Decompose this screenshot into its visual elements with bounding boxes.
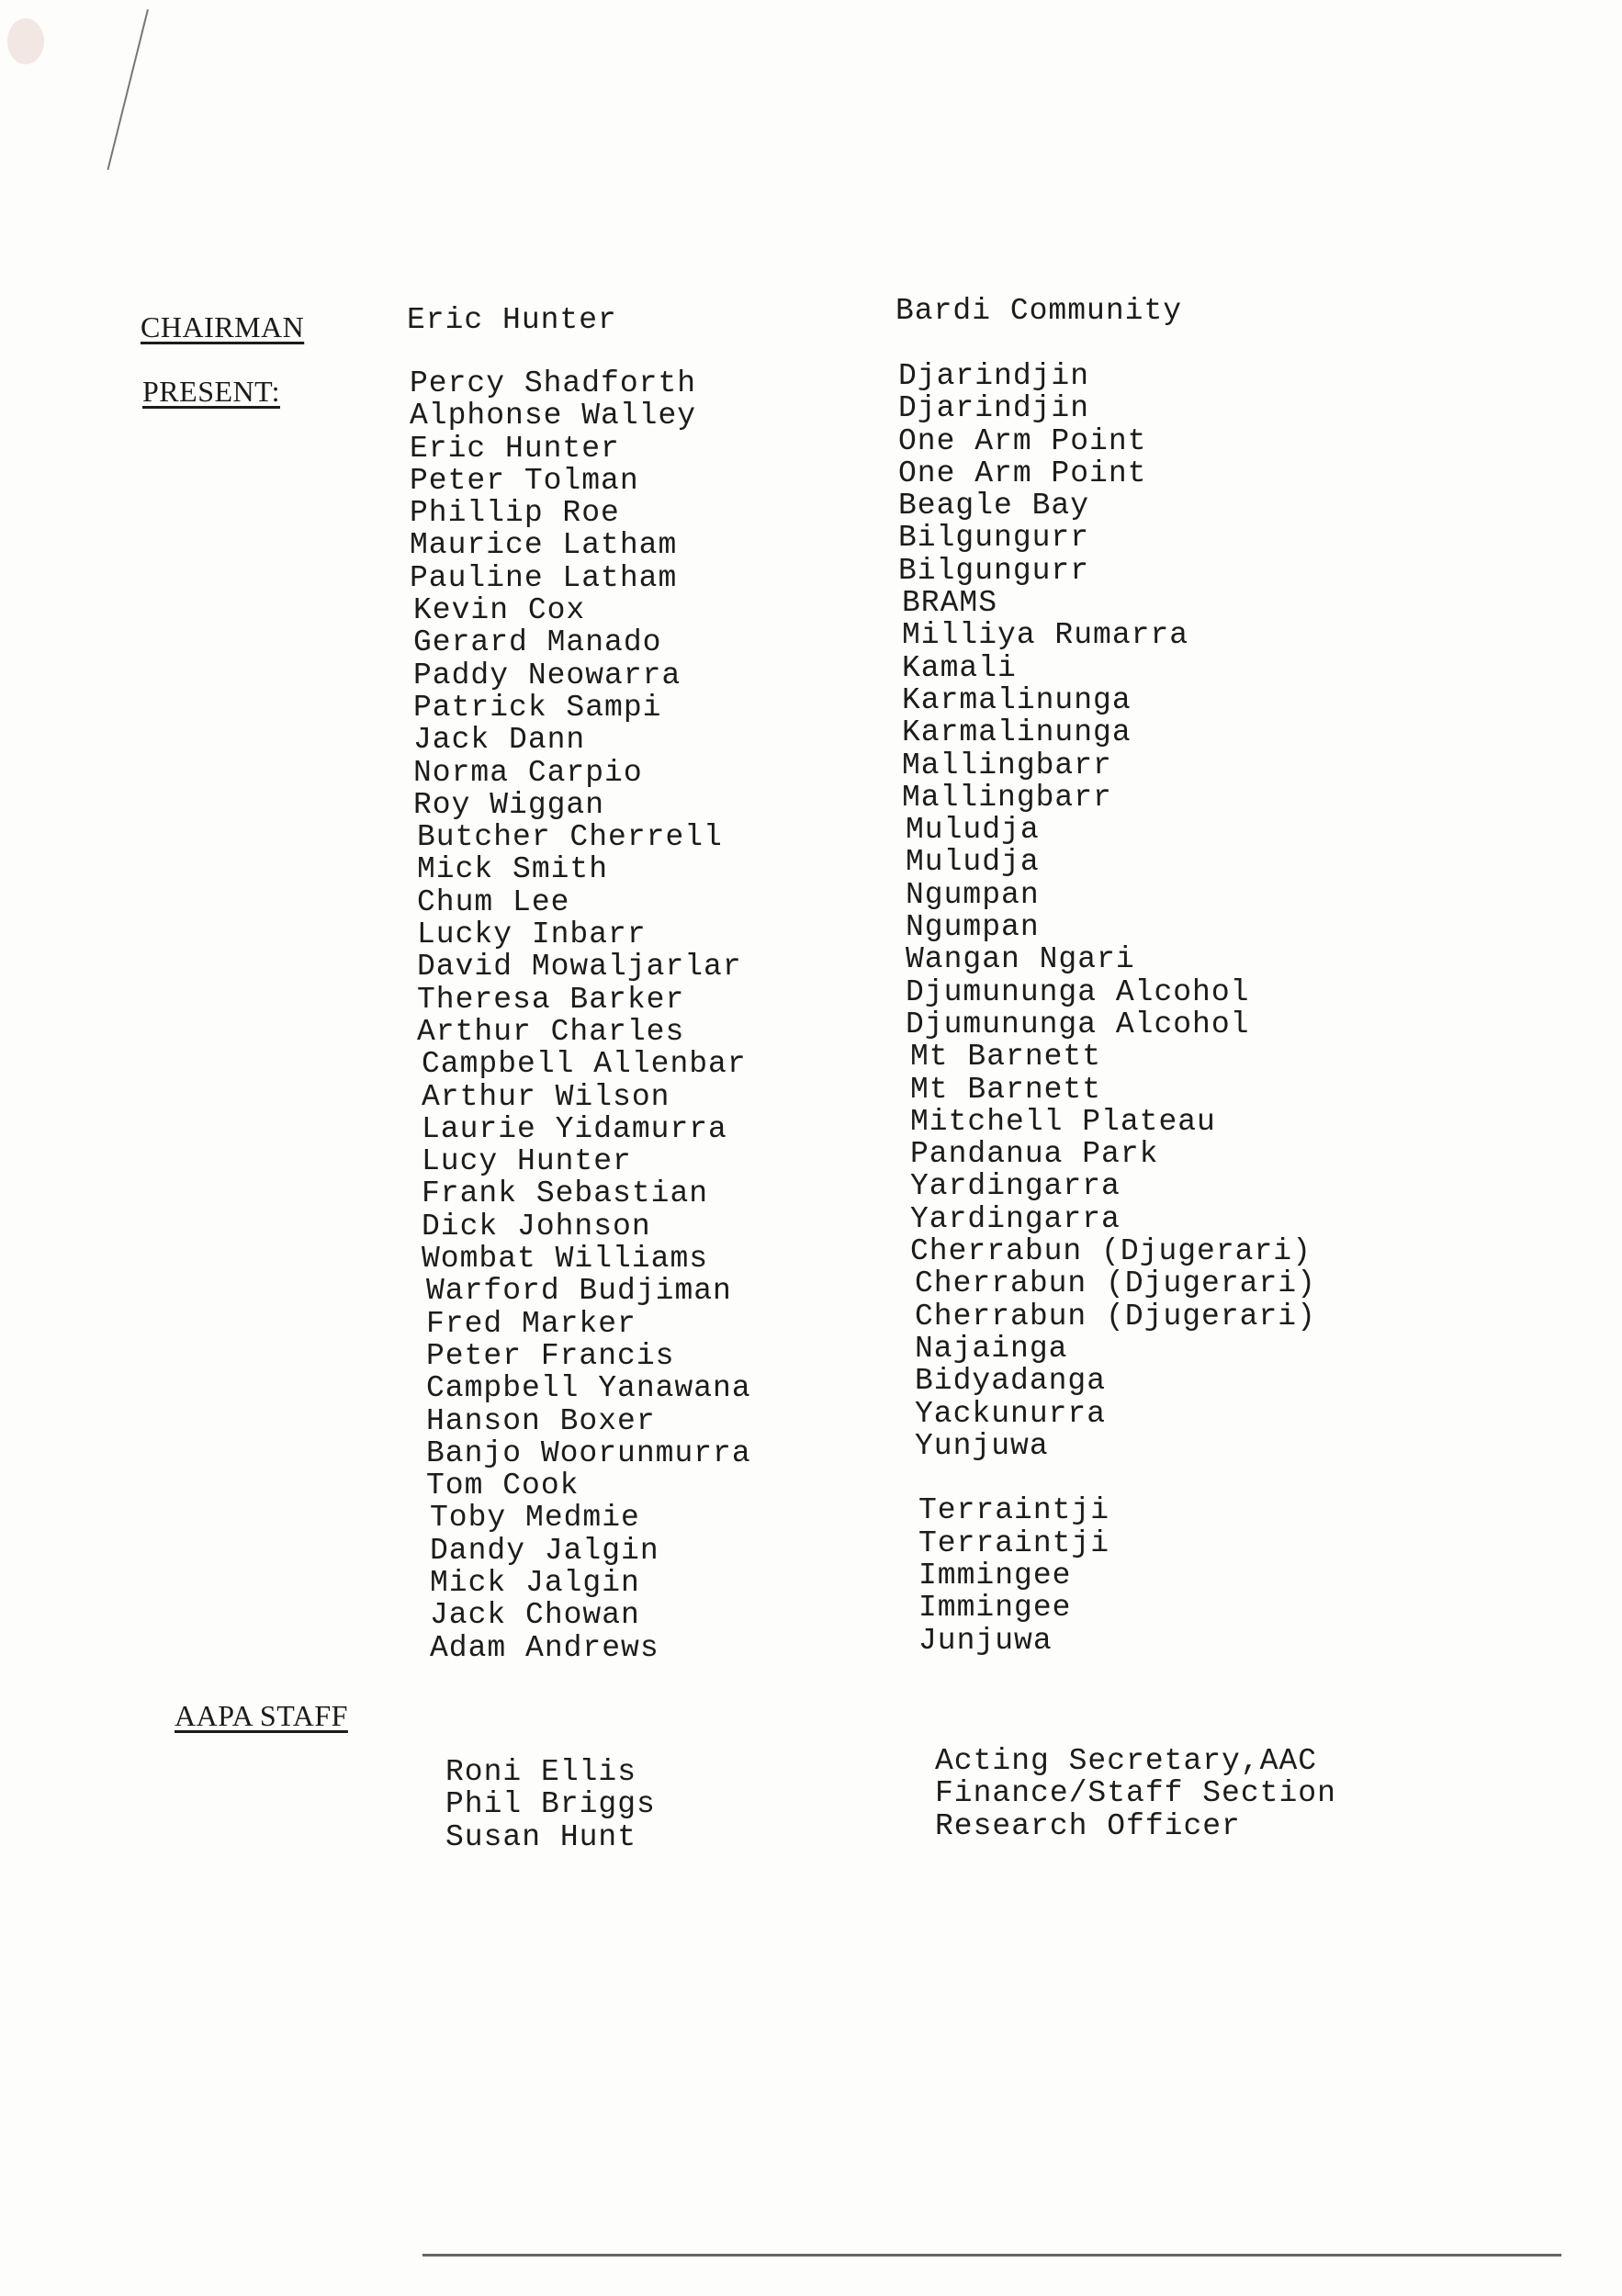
present-name: Peter Tolman xyxy=(410,463,639,498)
present-community: One Arm Point xyxy=(898,456,1147,490)
corner-smudge xyxy=(7,18,44,64)
present-community: Bilgungurr xyxy=(898,553,1090,588)
present-community: Beagle Bay xyxy=(898,489,1090,523)
present-name: Lucky Inbarr xyxy=(417,917,647,952)
present-communities-list xyxy=(898,360,1316,1657)
staff-name: Roni Ellis xyxy=(445,1755,637,1789)
staff-role: Research Officer xyxy=(935,1808,1241,1843)
present-name: Butcher Cherrell xyxy=(417,820,723,855)
present-name: Pauline Latham xyxy=(410,560,678,595)
present-community: Mitchell Plateau xyxy=(910,1104,1216,1139)
bottom-rule xyxy=(422,2254,1561,2257)
present-name: Wombat Williams xyxy=(422,1242,709,1277)
present-community: BRAMS xyxy=(902,586,998,621)
staff-heading: AAPA STAFF xyxy=(175,1699,348,1732)
present-community: Djumununga Alcohol xyxy=(906,1007,1250,1041)
present-community: Terraintji xyxy=(918,1525,1110,1560)
present-community: Muludja xyxy=(906,845,1040,880)
present-community: Karmalinunga xyxy=(902,682,1132,717)
present-name: Arthur Wilson xyxy=(422,1079,670,1114)
present-name: Roy Wiggan xyxy=(413,787,605,822)
staff-role: Finance/Staff Section xyxy=(935,1776,1336,1811)
present-community: Mallingbarr xyxy=(902,780,1112,815)
present-community: One Arm Point xyxy=(898,423,1147,458)
present-community: Mallingbarr xyxy=(902,748,1112,782)
present-name: Arthur Charles xyxy=(417,1014,685,1049)
present-community: Ngumpan xyxy=(906,910,1040,945)
present-name: Dick Johnson xyxy=(422,1209,651,1244)
present-name: Jack Chowan xyxy=(430,1598,640,1633)
staff-role: Acting Secretary,AAC xyxy=(935,1744,1318,1778)
present-name: Banjo Woorunmurra xyxy=(426,1435,751,1470)
present-name: Chum Lee xyxy=(417,884,570,919)
pen-stroke xyxy=(107,9,148,170)
present-name: Theresa Barker xyxy=(417,982,685,1017)
present-name: Percy Shadforth xyxy=(410,366,697,400)
present-name: Laurie Yidamurra xyxy=(422,1111,727,1146)
present-community: Djarindjin xyxy=(898,391,1090,426)
present-community: Cherrabun (Djugerari) xyxy=(910,1234,1312,1269)
present-name: Peter Francis xyxy=(426,1338,675,1373)
staff-name: Susan Hunt xyxy=(445,1819,637,1854)
chairman-heading: CHAIRMAN xyxy=(141,310,305,343)
present-community: Terraintji xyxy=(918,1493,1110,1528)
present-name: Tom Cook xyxy=(426,1469,580,1503)
present-community: Cherrabun (Djugerari) xyxy=(915,1299,1316,1334)
present-name: Mick Smith xyxy=(417,852,609,887)
present-name: Paddy Neowarra xyxy=(413,658,681,692)
present-community: Yackunurra xyxy=(915,1396,1107,1431)
present-name: Eric Hunter xyxy=(410,431,620,466)
chairman-name: Eric Hunter xyxy=(407,303,617,337)
present-community: Mt Barnett xyxy=(910,1040,1102,1075)
staff-name: Phil Briggs xyxy=(445,1787,656,1822)
present-community: Milliya Rumarra xyxy=(902,618,1189,653)
present-community: Yardingarra xyxy=(910,1201,1121,1236)
present-name: Frank Sebastian xyxy=(422,1176,709,1211)
present-community: Yardingarra xyxy=(910,1169,1121,1204)
present-name: Kevin Cox xyxy=(413,593,586,628)
present-community: Cherrabun (Djugerari) xyxy=(915,1266,1316,1301)
present-names-list xyxy=(410,367,751,1664)
present-name: Maurice Latham xyxy=(410,528,678,563)
present-community: Djarindjin xyxy=(898,359,1090,393)
present-community: Immingee xyxy=(918,1558,1072,1593)
present-name: Mick Jalgin xyxy=(430,1565,640,1600)
present-community: Wangan Ngari xyxy=(906,942,1135,977)
present-name: Toby Medmie xyxy=(430,1501,640,1536)
present-community: Pandanua Park xyxy=(910,1137,1159,1172)
present-community: Muludja xyxy=(906,813,1040,848)
present-name: Fred Marker xyxy=(426,1306,636,1341)
present-community: Kamali xyxy=(902,650,1017,685)
present-name: Adam Andrews xyxy=(430,1630,659,1665)
present-name: Patrick Sampi xyxy=(413,690,662,725)
chairman-organisation: Bardi Community xyxy=(895,294,1183,328)
staff-names-list xyxy=(445,1756,656,1853)
present-community: Junjuwa xyxy=(918,1623,1053,1658)
present-heading: PRESENT: xyxy=(142,375,280,408)
present-name: Phillip Roe xyxy=(410,496,620,531)
present-community: Immingee xyxy=(918,1591,1072,1626)
present-name: Campbell Allenbar xyxy=(422,1047,747,1082)
present-name: Jack Dann xyxy=(413,723,586,758)
present-community: Djumununga Alcohol xyxy=(906,974,1250,1009)
present-name: Gerard Manado xyxy=(413,625,662,660)
present-community: Ngumpan xyxy=(906,877,1040,912)
staff-roles-list xyxy=(935,1745,1336,1842)
present-name: Alphonse Walley xyxy=(410,399,697,433)
present-name: David Mowaljarlar xyxy=(417,950,742,985)
present-community: Najainga xyxy=(915,1331,1068,1366)
present-name: Norma Carpio xyxy=(413,755,643,790)
present-name: Lucy Hunter xyxy=(422,1144,632,1179)
present-community xyxy=(898,1462,1316,1494)
present-community: Karmalinunga xyxy=(902,715,1132,750)
present-community: Bidyadanga xyxy=(915,1364,1107,1399)
present-name: Dandy Jalgin xyxy=(430,1533,659,1568)
present-community: Yunjuwa xyxy=(915,1428,1049,1463)
present-name: Warford Budjiman xyxy=(426,1274,732,1309)
present-community: Bilgungurr xyxy=(898,521,1090,556)
present-name: Hanson Boxer xyxy=(426,1403,656,1438)
present-name: Campbell Yanawana xyxy=(426,1371,751,1406)
present-community: Mt Barnett xyxy=(910,1072,1102,1107)
